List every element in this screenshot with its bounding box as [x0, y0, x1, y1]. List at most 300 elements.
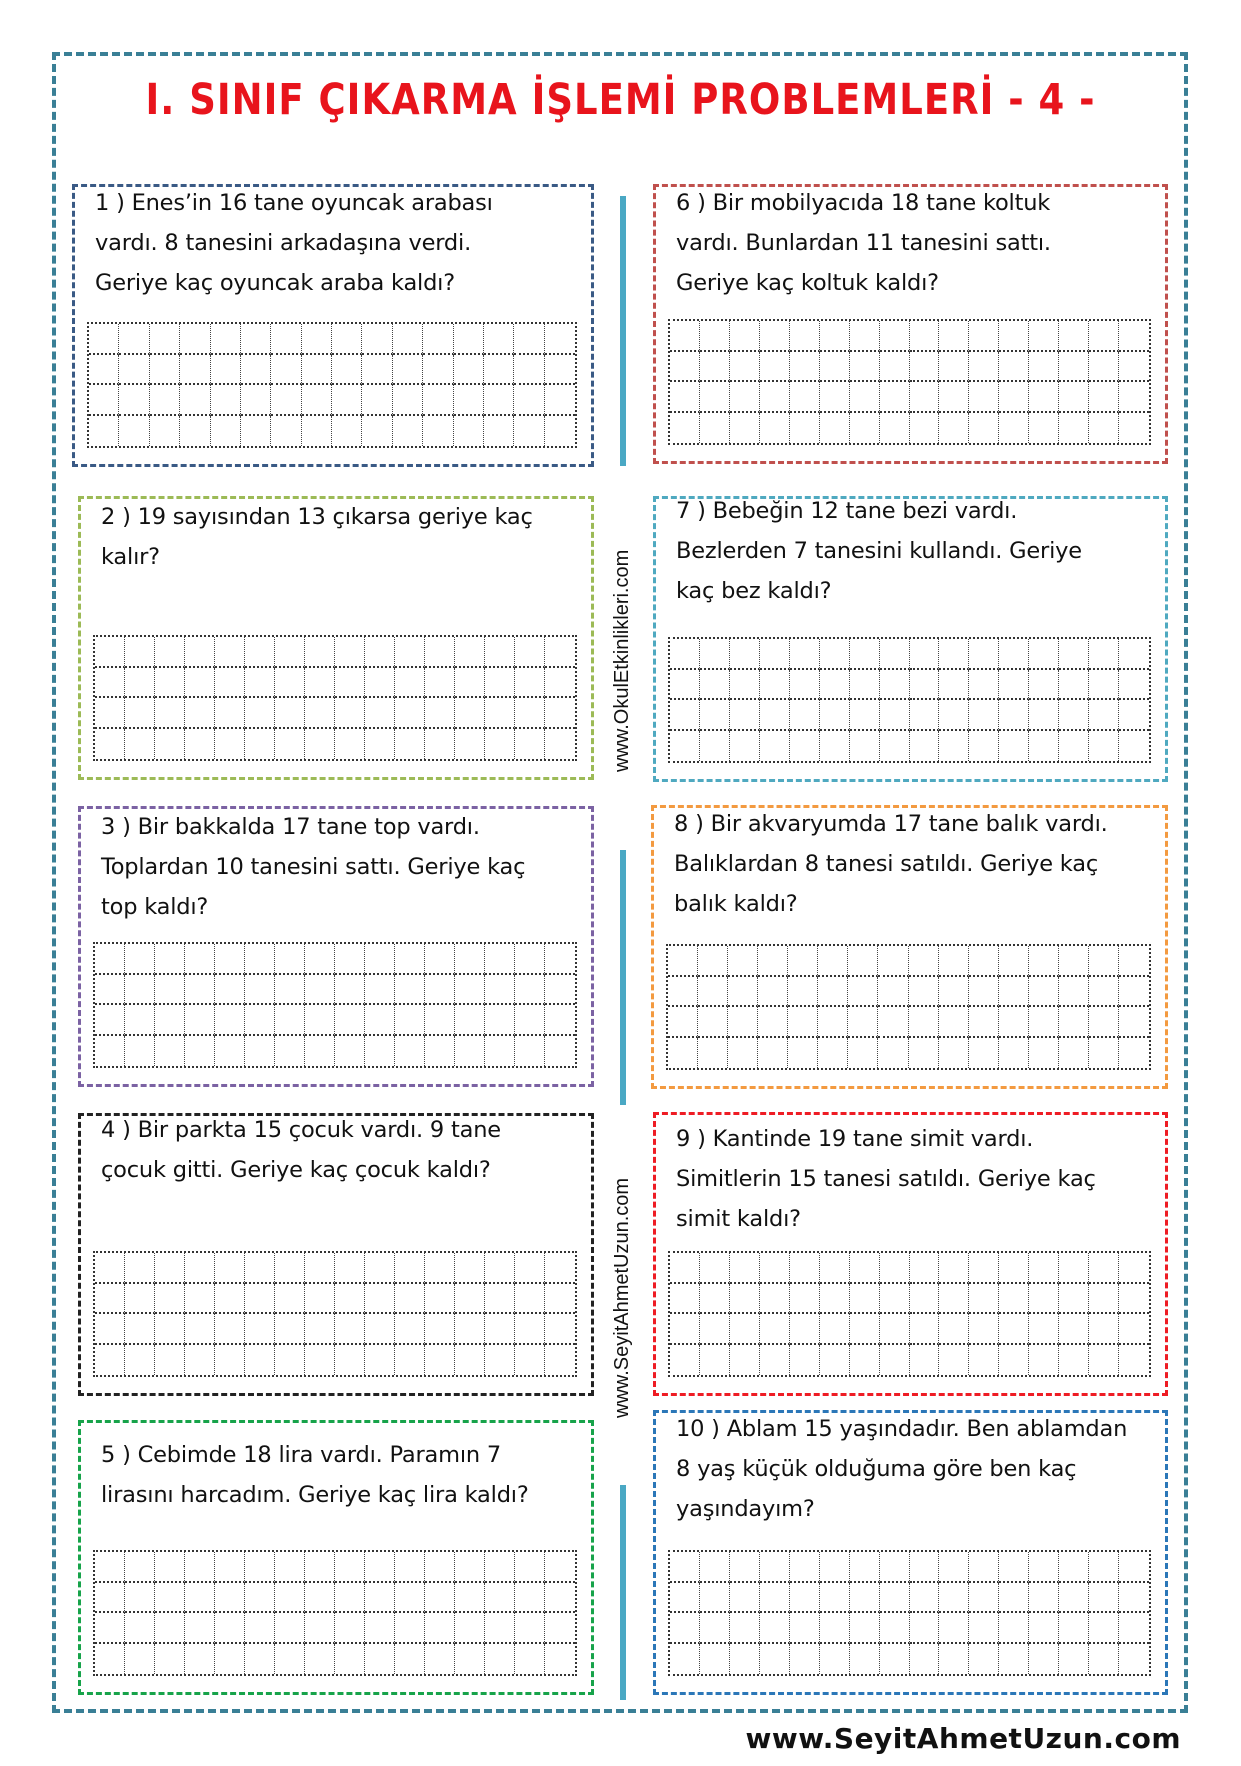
- grid-cell[interactable]: [245, 1314, 275, 1345]
- grid-cell[interactable]: [335, 1005, 365, 1036]
- grid-cell[interactable]: [185, 944, 215, 975]
- grid-cell[interactable]: [999, 321, 1029, 352]
- grid-cell[interactable]: [969, 1644, 999, 1675]
- grid-cell[interactable]: [95, 1583, 125, 1614]
- grid-cell[interactable]: [850, 700, 880, 731]
- grid-cell[interactable]: [185, 975, 215, 1006]
- grid-cell[interactable]: [999, 1314, 1029, 1345]
- grid-cell[interactable]: [1059, 321, 1089, 352]
- grid-cell[interactable]: [515, 1036, 545, 1067]
- grid-cell[interactable]: [1029, 413, 1059, 444]
- grid-cell[interactable]: [515, 637, 545, 668]
- grid-cell[interactable]: [999, 1253, 1029, 1284]
- grid-cell[interactable]: [760, 1644, 790, 1675]
- grid-cell[interactable]: [180, 385, 210, 416]
- grid-cell[interactable]: [215, 1036, 245, 1067]
- grid-cell[interactable]: [215, 1314, 245, 1345]
- grid-cell[interactable]: [365, 1005, 395, 1036]
- grid-cell[interactable]: [302, 416, 332, 447]
- grid-cell[interactable]: [335, 729, 365, 760]
- grid-cell[interactable]: [820, 1552, 850, 1583]
- grid-cell[interactable]: [969, 700, 999, 731]
- grid-cell[interactable]: [1089, 1583, 1119, 1614]
- grid-cell[interactable]: [670, 1613, 700, 1644]
- grid-cell[interactable]: [515, 1583, 545, 1614]
- grid-cell[interactable]: [939, 977, 969, 1008]
- grid-cell[interactable]: [305, 1284, 335, 1315]
- grid-cell[interactable]: [395, 668, 425, 699]
- grid-cell[interactable]: [515, 1613, 545, 1644]
- grid-cell[interactable]: [545, 1345, 575, 1376]
- grid-cell[interactable]: [999, 382, 1029, 413]
- grid-cell[interactable]: [545, 1036, 575, 1067]
- grid-cell[interactable]: [125, 668, 155, 699]
- grid-cell[interactable]: [215, 1284, 245, 1315]
- grid-cell[interactable]: [365, 637, 395, 668]
- grid-cell[interactable]: [728, 1038, 758, 1069]
- grid-cell[interactable]: [939, 731, 969, 762]
- grid-cell[interactable]: [969, 1284, 999, 1315]
- answer-grid[interactable]: [668, 319, 1151, 445]
- grid-cell[interactable]: [455, 729, 485, 760]
- grid-cell[interactable]: [335, 944, 365, 975]
- grid-cell[interactable]: [1059, 1007, 1089, 1038]
- grid-cell[interactable]: [155, 975, 185, 1006]
- grid-cell[interactable]: [514, 416, 544, 447]
- grid-cell[interactable]: [185, 1284, 215, 1315]
- grid-cell[interactable]: [365, 1314, 395, 1345]
- grid-cell[interactable]: [939, 700, 969, 731]
- grid-cell[interactable]: [969, 1583, 999, 1614]
- grid-cell[interactable]: [185, 1005, 215, 1036]
- grid-cell[interactable]: [700, 1345, 730, 1376]
- grid-cell[interactable]: [241, 355, 271, 386]
- grid-cell[interactable]: [969, 321, 999, 352]
- grid-cell[interactable]: [1029, 1552, 1059, 1583]
- grid-cell[interactable]: [818, 1038, 848, 1069]
- grid-cell[interactable]: [880, 1253, 910, 1284]
- grid-cell[interactable]: [790, 731, 820, 762]
- grid-cell[interactable]: [425, 668, 455, 699]
- grid-cell[interactable]: [485, 1005, 515, 1036]
- grid-cell[interactable]: [1059, 731, 1089, 762]
- grid-cell[interactable]: [395, 1552, 425, 1583]
- grid-cell[interactable]: [1089, 639, 1119, 670]
- grid-cell[interactable]: [245, 729, 275, 760]
- grid-cell[interactable]: [95, 1036, 125, 1067]
- grid-cell[interactable]: [545, 1613, 575, 1644]
- grid-cell[interactable]: [730, 413, 760, 444]
- grid-cell[interactable]: [1089, 1644, 1119, 1675]
- grid-cell[interactable]: [365, 729, 395, 760]
- grid-cell[interactable]: [939, 1253, 969, 1284]
- grid-cell[interactable]: [1029, 1613, 1059, 1644]
- grid-cell[interactable]: [969, 1314, 999, 1345]
- grid-cell[interactable]: [758, 946, 788, 977]
- grid-cell[interactable]: [700, 700, 730, 731]
- grid-cell[interactable]: [760, 1284, 790, 1315]
- grid-cell[interactable]: [939, 670, 969, 701]
- grid-cell[interactable]: [1029, 1644, 1059, 1675]
- grid-cell[interactable]: [1029, 1583, 1059, 1614]
- answer-grid[interactable]: [93, 1550, 577, 1676]
- grid-cell[interactable]: [395, 1644, 425, 1675]
- grid-cell[interactable]: [454, 324, 484, 355]
- grid-cell[interactable]: [245, 668, 275, 699]
- grid-cell[interactable]: [969, 946, 999, 977]
- grid-cell[interactable]: [939, 1583, 969, 1614]
- grid-cell[interactable]: [332, 355, 362, 386]
- grid-cell[interactable]: [455, 1552, 485, 1583]
- grid-cell[interactable]: [878, 946, 908, 977]
- grid-cell[interactable]: [454, 385, 484, 416]
- grid-cell[interactable]: [305, 1005, 335, 1036]
- grid-cell[interactable]: [910, 1253, 940, 1284]
- grid-cell[interactable]: [1089, 1345, 1119, 1376]
- grid-cell[interactable]: [485, 1314, 515, 1345]
- grid-cell[interactable]: [790, 413, 820, 444]
- grid-cell[interactable]: [335, 1644, 365, 1675]
- grid-cell[interactable]: [1029, 977, 1059, 1008]
- grid-cell[interactable]: [850, 1253, 880, 1284]
- grid-cell[interactable]: [485, 1345, 515, 1376]
- grid-cell[interactable]: [880, 1284, 910, 1315]
- grid-cell[interactable]: [910, 1644, 940, 1675]
- grid-cell[interactable]: [880, 321, 910, 352]
- grid-cell[interactable]: [271, 355, 301, 386]
- grid-cell[interactable]: [760, 731, 790, 762]
- grid-cell[interactable]: [95, 729, 125, 760]
- grid-cell[interactable]: [245, 1613, 275, 1644]
- grid-cell[interactable]: [730, 1613, 760, 1644]
- grid-cell[interactable]: [95, 975, 125, 1006]
- grid-cell[interactable]: [485, 1583, 515, 1614]
- grid-cell[interactable]: [215, 1644, 245, 1675]
- grid-cell[interactable]: [698, 977, 728, 1008]
- grid-cell[interactable]: [545, 729, 575, 760]
- grid-cell[interactable]: [700, 321, 730, 352]
- grid-cell[interactable]: [365, 975, 395, 1006]
- grid-cell[interactable]: [302, 385, 332, 416]
- grid-cell[interactable]: [910, 1613, 940, 1644]
- grid-cell[interactable]: [119, 355, 149, 386]
- grid-cell[interactable]: [95, 1253, 125, 1284]
- grid-cell[interactable]: [790, 1552, 820, 1583]
- grid-cell[interactable]: [999, 977, 1029, 1008]
- grid-cell[interactable]: [365, 944, 395, 975]
- answer-grid[interactable]: [666, 944, 1151, 1070]
- grid-cell[interactable]: [760, 1583, 790, 1614]
- grid-cell[interactable]: [939, 1038, 969, 1069]
- grid-cell[interactable]: [95, 1613, 125, 1644]
- grid-cell[interactable]: [880, 1583, 910, 1614]
- grid-cell[interactable]: [728, 977, 758, 1008]
- grid-cell[interactable]: [790, 382, 820, 413]
- grid-cell[interactable]: [1059, 352, 1089, 383]
- grid-cell[interactable]: [730, 670, 760, 701]
- grid-cell[interactable]: [545, 698, 575, 729]
- grid-cell[interactable]: [95, 1005, 125, 1036]
- grid-cell[interactable]: [275, 944, 305, 975]
- grid-cell[interactable]: [909, 977, 939, 1008]
- grid-cell[interactable]: [1059, 1253, 1089, 1284]
- grid-cell[interactable]: [485, 975, 515, 1006]
- grid-cell[interactable]: [89, 416, 119, 447]
- grid-cell[interactable]: [820, 1345, 850, 1376]
- grid-cell[interactable]: [423, 385, 453, 416]
- grid-cell[interactable]: [820, 731, 850, 762]
- grid-cell[interactable]: [969, 731, 999, 762]
- grid-cell[interactable]: [850, 382, 880, 413]
- grid-cell[interactable]: [125, 1005, 155, 1036]
- grid-cell[interactable]: [850, 1583, 880, 1614]
- grid-cell[interactable]: [698, 1007, 728, 1038]
- grid-cell[interactable]: [790, 700, 820, 731]
- grid-cell[interactable]: [545, 668, 575, 699]
- grid-cell[interactable]: [878, 977, 908, 1008]
- grid-cell[interactable]: [271, 385, 301, 416]
- grid-cell[interactable]: [820, 700, 850, 731]
- grid-cell[interactable]: [150, 416, 180, 447]
- grid-cell[interactable]: [455, 668, 485, 699]
- grid-cell[interactable]: [1029, 1038, 1059, 1069]
- grid-cell[interactable]: [302, 324, 332, 355]
- grid-cell[interactable]: [275, 975, 305, 1006]
- grid-cell[interactable]: [241, 416, 271, 447]
- grid-cell[interactable]: [910, 382, 940, 413]
- grid-cell[interactable]: [545, 1644, 575, 1675]
- grid-cell[interactable]: [332, 385, 362, 416]
- grid-cell[interactable]: [275, 1036, 305, 1067]
- grid-cell[interactable]: [939, 321, 969, 352]
- grid-cell[interactable]: [670, 731, 700, 762]
- grid-cell[interactable]: [700, 1583, 730, 1614]
- grid-cell[interactable]: [999, 413, 1029, 444]
- grid-cell[interactable]: [125, 637, 155, 668]
- grid-cell[interactable]: [668, 1038, 698, 1069]
- grid-cell[interactable]: [1119, 321, 1149, 352]
- grid-cell[interactable]: [730, 321, 760, 352]
- grid-cell[interactable]: [335, 1583, 365, 1614]
- grid-cell[interactable]: [125, 1314, 155, 1345]
- grid-cell[interactable]: [700, 1552, 730, 1583]
- grid-cell[interactable]: [880, 382, 910, 413]
- grid-cell[interactable]: [245, 1552, 275, 1583]
- grid-cell[interactable]: [700, 352, 730, 383]
- grid-cell[interactable]: [335, 1036, 365, 1067]
- grid-cell[interactable]: [275, 698, 305, 729]
- grid-cell[interactable]: [1089, 670, 1119, 701]
- grid-cell[interactable]: [119, 385, 149, 416]
- grid-cell[interactable]: [305, 698, 335, 729]
- grid-cell[interactable]: [245, 1644, 275, 1675]
- grid-cell[interactable]: [848, 1007, 878, 1038]
- grid-cell[interactable]: [880, 1613, 910, 1644]
- grid-cell[interactable]: [455, 1005, 485, 1036]
- grid-cell[interactable]: [969, 382, 999, 413]
- grid-cell[interactable]: [365, 1284, 395, 1315]
- grid-cell[interactable]: [215, 637, 245, 668]
- grid-cell[interactable]: [880, 1552, 910, 1583]
- grid-cell[interactable]: [275, 637, 305, 668]
- grid-cell[interactable]: [730, 639, 760, 670]
- grid-cell[interactable]: [700, 670, 730, 701]
- grid-cell[interactable]: [1059, 946, 1089, 977]
- grid-cell[interactable]: [668, 946, 698, 977]
- grid-cell[interactable]: [910, 352, 940, 383]
- grid-cell[interactable]: [332, 324, 362, 355]
- grid-cell[interactable]: [790, 1314, 820, 1345]
- grid-cell[interactable]: [1089, 352, 1119, 383]
- grid-cell[interactable]: [155, 1644, 185, 1675]
- grid-cell[interactable]: [425, 1613, 455, 1644]
- grid-cell[interactable]: [790, 670, 820, 701]
- grid-cell[interactable]: [790, 1583, 820, 1614]
- grid-cell[interactable]: [760, 670, 790, 701]
- grid-cell[interactable]: [425, 1345, 455, 1376]
- grid-cell[interactable]: [393, 416, 423, 447]
- grid-cell[interactable]: [790, 1253, 820, 1284]
- grid-cell[interactable]: [700, 1314, 730, 1345]
- grid-cell[interactable]: [1119, 413, 1149, 444]
- grid-cell[interactable]: [335, 698, 365, 729]
- grid-cell[interactable]: [395, 944, 425, 975]
- grid-cell[interactable]: [760, 700, 790, 731]
- grid-cell[interactable]: [215, 729, 245, 760]
- grid-cell[interactable]: [395, 1005, 425, 1036]
- grid-cell[interactable]: [1089, 731, 1119, 762]
- grid-cell[interactable]: [155, 1005, 185, 1036]
- grid-cell[interactable]: [425, 698, 455, 729]
- grid-cell[interactable]: [275, 1552, 305, 1583]
- grid-cell[interactable]: [395, 1253, 425, 1284]
- grid-cell[interactable]: [730, 1284, 760, 1315]
- grid-cell[interactable]: [670, 413, 700, 444]
- grid-cell[interactable]: [1059, 1644, 1089, 1675]
- answer-grid[interactable]: [87, 322, 577, 448]
- grid-cell[interactable]: [545, 975, 575, 1006]
- grid-cell[interactable]: [275, 1583, 305, 1614]
- grid-cell[interactable]: [215, 1345, 245, 1376]
- grid-cell[interactable]: [271, 324, 301, 355]
- grid-cell[interactable]: [545, 1284, 575, 1315]
- grid-cell[interactable]: [820, 1613, 850, 1644]
- grid-cell[interactable]: [790, 639, 820, 670]
- grid-cell[interactable]: [999, 1345, 1029, 1376]
- grid-cell[interactable]: [700, 639, 730, 670]
- grid-cell[interactable]: [1059, 670, 1089, 701]
- grid-cell[interactable]: [1059, 1284, 1089, 1315]
- grid-cell[interactable]: [848, 977, 878, 1008]
- grid-cell[interactable]: [790, 352, 820, 383]
- grid-cell[interactable]: [425, 1036, 455, 1067]
- grid-cell[interactable]: [1029, 382, 1059, 413]
- grid-cell[interactable]: [999, 700, 1029, 731]
- grid-cell[interactable]: [185, 698, 215, 729]
- grid-cell[interactable]: [302, 355, 332, 386]
- grid-cell[interactable]: [820, 352, 850, 383]
- grid-cell[interactable]: [125, 1036, 155, 1067]
- grid-cell[interactable]: [910, 670, 940, 701]
- grid-cell[interactable]: [395, 729, 425, 760]
- grid-cell[interactable]: [545, 1552, 575, 1583]
- grid-cell[interactable]: [211, 324, 241, 355]
- grid-cell[interactable]: [760, 1552, 790, 1583]
- grid-cell[interactable]: [125, 1613, 155, 1644]
- grid-cell[interactable]: [485, 1284, 515, 1315]
- grid-cell[interactable]: [245, 1005, 275, 1036]
- grid-cell[interactable]: [939, 1007, 969, 1038]
- grid-cell[interactable]: [455, 1314, 485, 1345]
- grid-cell[interactable]: [275, 1613, 305, 1644]
- grid-cell[interactable]: [155, 1552, 185, 1583]
- grid-cell[interactable]: [1119, 1644, 1149, 1675]
- grid-cell[interactable]: [939, 1345, 969, 1376]
- grid-cell[interactable]: [155, 1314, 185, 1345]
- grid-cell[interactable]: [185, 729, 215, 760]
- grid-cell[interactable]: [969, 1253, 999, 1284]
- grid-cell[interactable]: [670, 670, 700, 701]
- grid-cell[interactable]: [95, 944, 125, 975]
- grid-cell[interactable]: [95, 1314, 125, 1345]
- grid-cell[interactable]: [850, 639, 880, 670]
- grid-cell[interactable]: [1119, 1314, 1149, 1345]
- grid-cell[interactable]: [1059, 1314, 1089, 1345]
- grid-cell[interactable]: [820, 1284, 850, 1315]
- grid-cell[interactable]: [760, 639, 790, 670]
- grid-cell[interactable]: [1029, 352, 1059, 383]
- grid-cell[interactable]: [670, 382, 700, 413]
- grid-cell[interactable]: [425, 637, 455, 668]
- grid-cell[interactable]: [305, 637, 335, 668]
- grid-cell[interactable]: [545, 1583, 575, 1614]
- grid-cell[interactable]: [700, 1253, 730, 1284]
- grid-cell[interactable]: [95, 1644, 125, 1675]
- grid-cell[interactable]: [185, 1253, 215, 1284]
- grid-cell[interactable]: [1059, 413, 1089, 444]
- grid-cell[interactable]: [485, 729, 515, 760]
- grid-cell[interactable]: [305, 1253, 335, 1284]
- grid-cell[interactable]: [939, 639, 969, 670]
- grid-cell[interactable]: [215, 1583, 245, 1614]
- grid-cell[interactable]: [1029, 700, 1059, 731]
- grid-cell[interactable]: [910, 1314, 940, 1345]
- grid-cell[interactable]: [305, 668, 335, 699]
- grid-cell[interactable]: [999, 1583, 1029, 1614]
- grid-cell[interactable]: [818, 946, 848, 977]
- grid-cell[interactable]: [1119, 382, 1149, 413]
- grid-cell[interactable]: [760, 1314, 790, 1345]
- grid-cell[interactable]: [119, 324, 149, 355]
- grid-cell[interactable]: [850, 731, 880, 762]
- grid-cell[interactable]: [515, 975, 545, 1006]
- grid-cell[interactable]: [484, 385, 514, 416]
- grid-cell[interactable]: [1089, 1314, 1119, 1345]
- grid-cell[interactable]: [700, 1613, 730, 1644]
- grid-cell[interactable]: [1119, 670, 1149, 701]
- grid-cell[interactable]: [245, 1583, 275, 1614]
- grid-cell[interactable]: [185, 668, 215, 699]
- grid-cell[interactable]: [455, 1644, 485, 1675]
- grid-cell[interactable]: [185, 1036, 215, 1067]
- grid-cell[interactable]: [515, 1005, 545, 1036]
- grid-cell[interactable]: [455, 1253, 485, 1284]
- grid-cell[interactable]: [1059, 1583, 1089, 1614]
- grid-cell[interactable]: [545, 385, 575, 416]
- grid-cell[interactable]: [241, 385, 271, 416]
- grid-cell[interactable]: [455, 1284, 485, 1315]
- grid-cell[interactable]: [1119, 352, 1149, 383]
